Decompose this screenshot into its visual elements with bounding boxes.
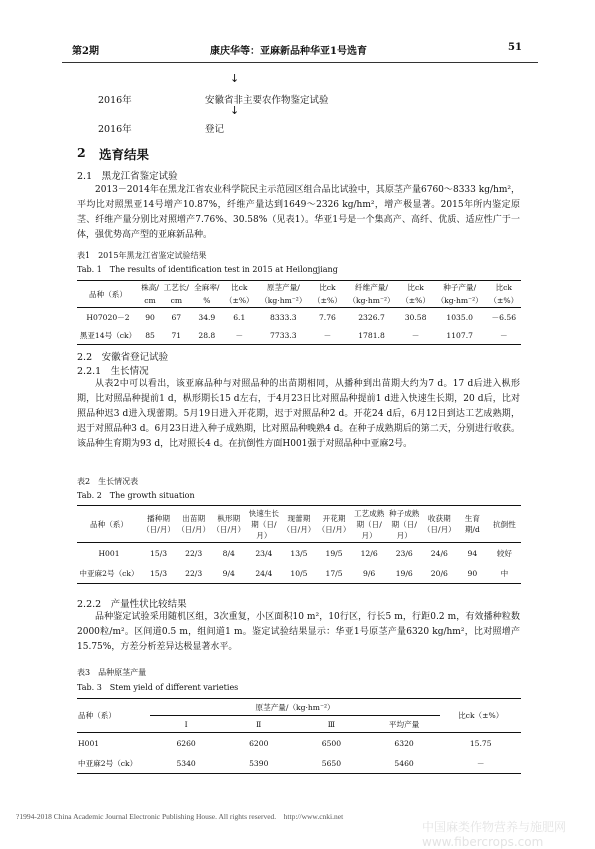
table2-cell: 22/3 — [185, 568, 203, 578]
table2-header-cell: 品种（系） — [90, 519, 128, 529]
table2-header-cell: 枞形期（日/月） — [212, 514, 246, 534]
table3-cell: 6200 — [249, 738, 269, 748]
flow-arrow-2: ↓ — [230, 104, 240, 117]
flow-year-1: 2016年 — [98, 95, 132, 106]
table2-cell: 15/3 — [150, 548, 168, 558]
table2-header-cell: 出苗期（日/月） — [177, 514, 211, 534]
table2-cell: 19/6 — [395, 568, 413, 578]
subsection-2-1-heading: 2.1 黑龙江省鉴定试验 — [77, 171, 178, 182]
table3-cell: 5340 — [176, 758, 196, 768]
table2-cell: 19/5 — [325, 548, 343, 558]
table2-cell: 90 — [467, 568, 478, 578]
table3-header-rep: Ⅰ — [184, 719, 188, 729]
table1-cell: 1107.7 — [446, 330, 473, 340]
subsection-2-2-heading: 2.2 安徽省登记试验 — [77, 352, 169, 363]
table1-header-unit: % — [203, 296, 211, 305]
header-rule — [62, 62, 538, 63]
table1-cell: 6.1 — [233, 312, 246, 322]
table1-cell: 85 — [145, 330, 155, 340]
table1-header-unit: （±%） — [401, 296, 430, 305]
table1-header-unit: （±%） — [489, 296, 519, 305]
table1-header-cell: 种子产量/ — [443, 283, 477, 292]
table1-header-unit: （kg·hm⁻²） — [436, 296, 483, 305]
table2-header-cell: 现蕾期（日/月） — [282, 514, 316, 534]
table2-header-cell: 抗倒性 — [493, 519, 516, 529]
site-watermark: 中国麻类作物营养与施肥网 www.fibercrops.com — [422, 820, 567, 849]
table2-header-cell: 收获期（日/月） — [422, 514, 456, 534]
table1-header-cell: 纤维产量/ — [355, 283, 388, 292]
table1-cell: 7733.3 — [270, 330, 297, 340]
table1-cell: － — [323, 330, 332, 340]
table1-cell: 黑亚14号（ck） — [79, 330, 137, 340]
table1-header-unit: cm — [144, 296, 156, 305]
table1-cell: 1035.0 — [446, 312, 473, 322]
table1-cell: － — [411, 330, 420, 340]
table1-cell: － — [500, 330, 508, 340]
table2-header-row — [77, 506, 521, 543]
table1-header-row-units — [77, 294, 521, 308]
table1-cell: 1781.8 — [358, 330, 385, 340]
table2-cell: H001 — [98, 548, 120, 558]
table3-cell: 5650 — [321, 758, 342, 768]
table2-header-cell: 播种期（日/月） — [142, 514, 176, 534]
subsection-2-2-2-paragraph: 品种鉴定试验采用随机区组，3次重复，小区面积10 m²，10行区，行长5 m，行距0.2 m，有效播种粒数2000粒/m²。区间道0.5 m，组间道1 m。鉴定试验结果显示：华亚1号原茎产量6320 kg/hm²，比对照增产15.75%，方差分析差异达极显著水平。 — [77, 612, 520, 652]
table1-header-row — [77, 281, 521, 295]
table1-cell: 71 — [171, 330, 182, 340]
subsection-2-1-paragraph: 2013－2014年在黑龙江省农业科学院民主示范园区组合品比试验中，其原茎产量6760～8333 kg/hm²，平均比对照黑亚14号增产10.87%，纤维产量达到1649～2326 kg/hm²，增产极显著。2015年所内鉴定原茎、纤维产量分别比对照增产7.76%、30.58%（见表1）。华亚1号是一个集高产、高纤、优质、适应性广于一体，强优势高产型的亚麻新品种。 — [77, 185, 520, 240]
table3-caption-cn: 表3 品种原茎产量 — [77, 668, 147, 677]
flow-step-1: 安徽省非主要农作物鉴定试验 — [205, 95, 329, 106]
table-row — [77, 733, 521, 754]
table2-header-cell: 工艺成熟期（日/月） — [353, 508, 385, 540]
page-number: 51 — [508, 42, 522, 53]
table3-header-group: 原茎产量/（kg·hm⁻²） — [150, 699, 441, 716]
table2-cell: 中 — [500, 568, 509, 578]
table1-header-cell: 原茎产量/ — [266, 283, 300, 292]
table2-cell: 8/4 — [222, 548, 235, 558]
table2-header-cell: 快速生长期（日/月） — [248, 508, 280, 540]
table1-cell: － — [235, 330, 244, 340]
table3-header-rep: Ⅲ — [327, 719, 336, 729]
table2-cell: 23/4 — [255, 548, 273, 558]
table2-cell: 94 — [467, 548, 478, 558]
table1-cell: 7.76 — [318, 312, 336, 322]
table1-header-cell: 全麻率/ — [194, 283, 220, 292]
issue-number: 第2期 — [72, 46, 99, 57]
table1-header-cell: 比ck — [231, 283, 248, 292]
table2-cell: 9/4 — [222, 568, 235, 578]
table3-cell: 15.75 — [469, 738, 492, 748]
table1-header-unit: （±%） — [313, 296, 342, 305]
table2-cell: 20/6 — [430, 568, 448, 578]
table1-caption-cn: 表1 2015年黑龙江省鉴定试验结果 — [77, 251, 207, 260]
table2-cell: 23/6 — [395, 548, 413, 558]
table2-cell: 15/3 — [150, 568, 168, 578]
table2-header-cell: 种子成熟期（日/月） — [389, 508, 420, 540]
table1-cell: 90 — [145, 312, 155, 322]
subsection-2-2-1-paragraph: 从表2中可以看出，该亚麻品种与对照品种的出苗期相同，从播种到出苗期大约为7 d。17 d后进入枞形期，比对照品种提前1 d，枞形期长15 d左右，于4月23日比对照品种提前1 d进入快速生长期，20 d后，比对照品种迟3 d进入现蕾期。5月19日进入开花期，迟于对照品种2 d。开花24 d后，6月12日到达工艺成熟期，迟于对照品种3 d。6月23日进入种子成熟期，比对照品种晚熟4 d。在种子成熟期后的第二天，分别进行收获。该品种生育期为93 d，比对照长4 d。在抗倒性方面H001强于对照品种中亚麻2号。 — [77, 379, 520, 449]
table-row — [77, 308, 521, 327]
table1-header-cell: 比ck — [407, 283, 424, 292]
table2-cell: 22/3 — [185, 548, 203, 558]
table3 — [77, 698, 521, 774]
table2-cell: 中亚麻2号（ck） — [79, 568, 139, 578]
table1-cell: 30.58 — [404, 312, 427, 322]
table3-cell: 6320 — [394, 738, 414, 748]
table3-caption-en: Tab. 3 Stem yield of different varieties — [77, 683, 239, 692]
table3-cell: － — [476, 758, 485, 768]
table3-cell: 6260 — [176, 738, 196, 748]
subsection-2-2-2-heading: 2.2.2 产量性状比较结果 — [77, 599, 187, 610]
table1-cell: H07020－2 — [86, 312, 130, 322]
table1-cell: －6.56 — [491, 312, 517, 322]
table3-header-rep: Ⅱ — [256, 719, 262, 729]
subsection-2-2-1-heading: 2.2.1 生长情况 — [77, 366, 149, 377]
table2-caption-en: Tab. 2 The growth situation — [77, 491, 195, 500]
table1-header-cell: 工艺长/ — [163, 283, 189, 292]
table1 — [77, 280, 521, 345]
copyright-footer: ?1994-2018 China Academic Journal Electronic Publishing House. All rights reserved. http://www.cnki.net — [16, 812, 344, 821]
flow-arrow-1: ↓ — [230, 72, 240, 85]
table2-cell: 较好 — [496, 548, 512, 558]
table2-cell: 24/4 — [255, 568, 273, 578]
table3-cell: 6500 — [321, 738, 342, 748]
table-row — [77, 543, 521, 564]
table2-cell: 10/5 — [290, 568, 308, 578]
table-row — [77, 753, 521, 774]
table2-cell: 24/6 — [430, 548, 448, 558]
section-number: 2 — [77, 145, 86, 160]
table1-header-unit: （±%） — [224, 296, 254, 305]
table-row — [77, 326, 521, 345]
table3-header-ratio: 比ck（±%） — [458, 711, 504, 720]
table2-cell: 9/6 — [363, 568, 376, 578]
table1-header-unit: cm — [170, 296, 183, 305]
running-title: 康庆华等：亚麻新品种华亚1号选育 — [210, 46, 367, 57]
table-row — [77, 563, 521, 584]
table1-header-cell: 比ck — [495, 283, 513, 292]
table1-header-cell: 株高/ — [141, 283, 159, 292]
flow-step-2: 登记 — [205, 124, 225, 135]
table1-cell: 8333.3 — [270, 312, 297, 322]
table3-header-rep: 平均产量 — [388, 719, 420, 729]
table1-caption-en: Tab. 1 The results of identification test in 2015 at Heilongjiang — [77, 265, 338, 274]
table1-cell: 2326.7 — [358, 312, 385, 322]
table2-header-cell: 开花期（日/月） — [317, 514, 351, 534]
table3-header-row — [77, 699, 521, 716]
table2 — [77, 505, 521, 584]
table1-cell: 34.9 — [198, 312, 216, 322]
table1-header-unit: （kg·hm⁻²） — [348, 296, 395, 305]
table2-caption-cn: 表2 生长情况表 — [77, 477, 139, 486]
table3-cell: H001 — [78, 738, 100, 748]
table1-header-cell: 品种（系） — [89, 289, 127, 299]
table1-cell: 67 — [171, 312, 182, 322]
flow-year-2: 2016年 — [98, 124, 132, 135]
table3-header-variety: 品种（系） — [78, 711, 116, 720]
table3-cell: 5390 — [249, 758, 269, 768]
table2-header-cell: 生育期/d — [464, 514, 480, 534]
table2-cell: 13/5 — [290, 548, 308, 558]
table3-cell: 5460 — [394, 758, 414, 768]
table1-header-cell: 比ck — [319, 283, 336, 292]
table1-header-unit: （kg·hm⁻²） — [260, 296, 307, 305]
table3-cell: 中亚麻2号（ck） — [78, 758, 138, 768]
table1-cell: 28.8 — [198, 330, 216, 340]
section-title: 选育结果 — [99, 147, 150, 162]
table2-cell: 17/5 — [325, 568, 343, 578]
table2-cell: 12/6 — [360, 548, 378, 558]
